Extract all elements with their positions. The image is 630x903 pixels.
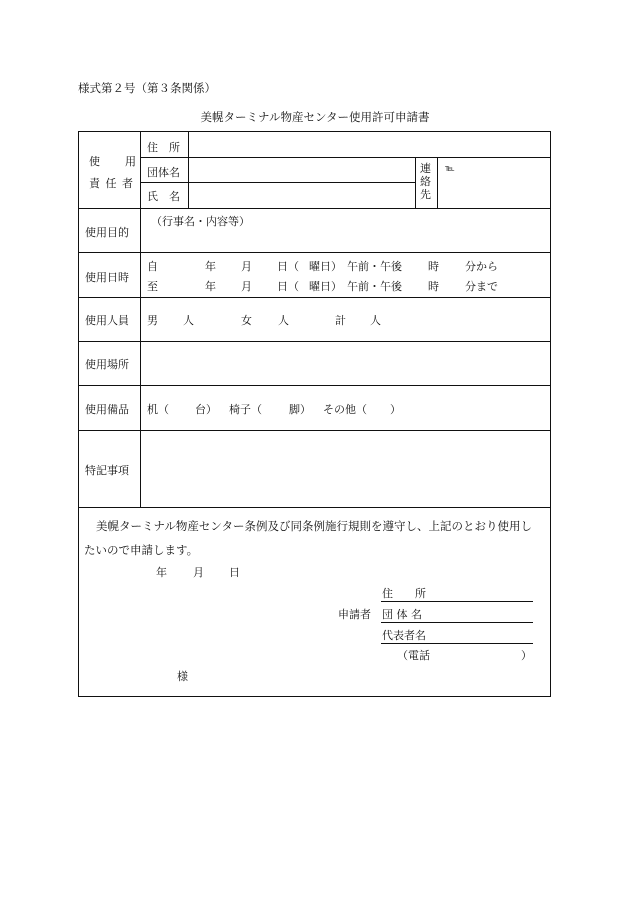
to-hour: 時 xyxy=(428,280,439,293)
applicant-group-field[interactable] xyxy=(429,605,533,621)
application-year: 年 xyxy=(156,566,167,579)
user-block-label-1: 使 用 xyxy=(89,155,137,168)
male-label: 男 xyxy=(147,314,158,327)
applicant-address-label: 住 所 xyxy=(382,587,426,600)
contact-field[interactable] xyxy=(438,158,550,208)
applicant-address-field[interactable] xyxy=(429,584,533,600)
applicant-group-line xyxy=(381,622,533,623)
declaration-line-2: たいので申請します。 xyxy=(84,543,199,557)
male-unit: 人 xyxy=(183,314,194,327)
application-form xyxy=(78,131,551,697)
from-prefix: 自 xyxy=(147,260,158,273)
form-number: 様式第２号（第３条関係） xyxy=(78,81,216,95)
purpose-field[interactable] xyxy=(141,209,550,252)
group-name-label: 団体名 xyxy=(147,166,180,179)
from-day: 日（ xyxy=(277,260,299,273)
from-suffix: 分から xyxy=(465,260,498,273)
datetime-to-row[interactable] xyxy=(141,275,550,297)
desk-unit: 台） xyxy=(195,403,217,416)
contact-divider-left xyxy=(415,157,416,208)
applicant-label: 申請者 xyxy=(338,608,371,621)
applicant-phone-open: （電話 xyxy=(397,649,430,662)
addressee-honorific: 様 xyxy=(177,670,188,683)
contact-label-3: 先 xyxy=(420,188,431,201)
to-weekday: 曜日） xyxy=(309,280,342,293)
desk-label: 机（ xyxy=(147,403,169,416)
telephone-icon: ℡ xyxy=(445,164,455,174)
place-field[interactable] xyxy=(141,342,550,385)
place-label: 使用場所 xyxy=(85,358,129,371)
applicant-address-line xyxy=(381,601,533,602)
datetime-from-row[interactable] xyxy=(141,253,550,275)
female-label: 女 xyxy=(241,314,252,327)
from-ampm: 午前・午後 xyxy=(347,260,402,273)
applicant-group-label: 団 体 名 xyxy=(382,608,422,621)
to-day: 日（ xyxy=(277,280,299,293)
chair-unit: 脚） xyxy=(289,403,311,416)
application-month: 月 xyxy=(193,566,204,579)
other-label: その他（ xyxy=(323,403,367,416)
to-ampm: 午前・午後 xyxy=(347,280,402,293)
row-line-7 xyxy=(79,507,550,508)
applicant-representative-field[interactable] xyxy=(429,626,533,642)
contact-label-1: 連 xyxy=(420,162,431,175)
name-label: 氏 名 xyxy=(147,190,180,203)
equipment-label: 使用備品 xyxy=(85,403,129,416)
contact-label-2: 絡 xyxy=(420,175,431,188)
to-year: 年 xyxy=(205,280,216,293)
declaration-line-1: 美幌ターミナル物産センター条例及び同条例施行規則を遵守し、上記のとおり使用し xyxy=(96,519,532,533)
applicant-representative-line xyxy=(381,643,533,644)
to-suffix: 分まで xyxy=(465,280,498,293)
equipment-row[interactable] xyxy=(141,386,550,430)
people-row[interactable] xyxy=(141,298,550,341)
user-block-label-2: 責 任 者 xyxy=(89,177,134,190)
address-field[interactable] xyxy=(189,132,550,157)
application-day: 日 xyxy=(229,566,240,579)
remarks-label: 特記事項 xyxy=(85,464,129,477)
total-unit: 人 xyxy=(370,314,381,327)
applicant-representative-label: 代表者名 xyxy=(382,629,426,642)
to-month: 月 xyxy=(241,280,252,293)
other-close: ） xyxy=(390,403,401,416)
group-name-field[interactable] xyxy=(189,158,414,182)
remarks-field[interactable] xyxy=(141,431,550,507)
to-prefix: 至 xyxy=(147,280,158,293)
applicant-phone-field[interactable] xyxy=(434,647,519,663)
from-year: 年 xyxy=(205,260,216,273)
address-label: 住 所 xyxy=(147,141,180,154)
from-month: 月 xyxy=(241,260,252,273)
female-unit: 人 xyxy=(278,314,289,327)
datetime-label: 使用日時 xyxy=(85,271,129,284)
from-weekday: 曜日） xyxy=(309,260,342,273)
chair-label: 椅子（ xyxy=(229,403,262,416)
purpose-label: 使用目的 xyxy=(85,226,129,239)
people-label: 使用人員 xyxy=(85,314,129,327)
total-label: 計 xyxy=(335,314,346,327)
applicant-phone-close: ） xyxy=(521,649,532,662)
from-hour: 時 xyxy=(428,260,439,273)
purpose-note: （行事名・内容等） xyxy=(151,215,250,228)
document-title: 美幌ターミナル物産センター使用許可申請書 xyxy=(200,110,430,124)
name-field[interactable] xyxy=(189,183,414,207)
